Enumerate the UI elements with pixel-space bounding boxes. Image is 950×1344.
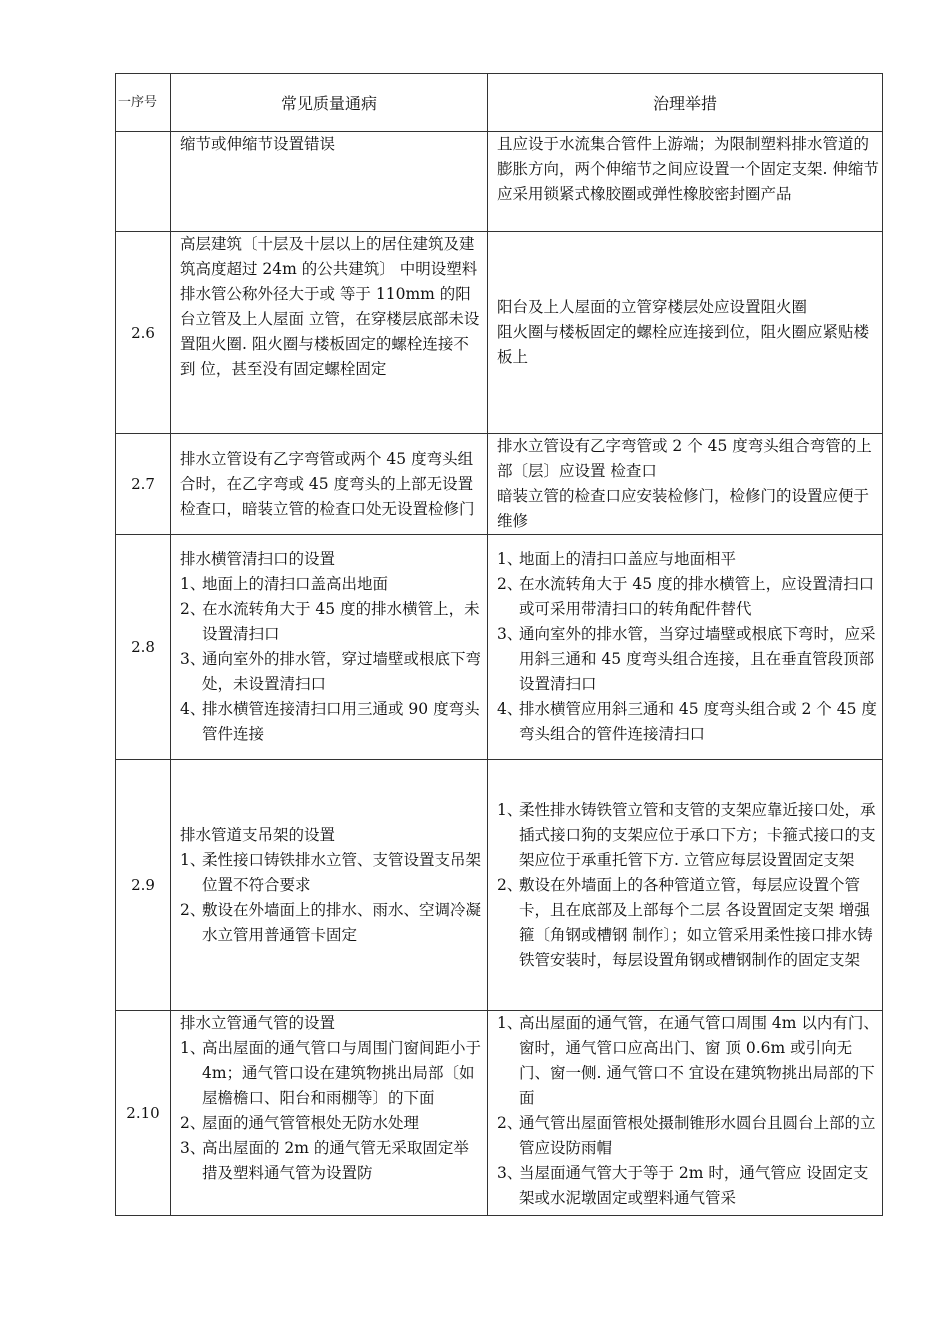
row-number: 2.8 xyxy=(116,535,171,760)
problem-cell xyxy=(171,1011,488,1216)
measure-item: 3、当屋面通气管大于等于 2m 时，通气管应 设固定支架或水泥墩固定或塑料通气管采 xyxy=(497,1164,869,1207)
problem-text: 缩节或伸缩节设置错误 xyxy=(180,135,336,153)
problem-item: 1、柔性接口铸铁排水立管、支管设置支吊架位置不符合要求 xyxy=(180,850,482,894)
measure-item: 1、柔性排水铸铁管立管和支管的支架应靠近接口处，承插式接口狗的支架应位于承口下方；卡箍式接口的支架应位于承重托管下方. 立管应每层设置固定支架 xyxy=(497,800,876,869)
measure-item: 3、通向室外的排水管，当穿过墙壁或根底下弯时，应采用斜三通和 45 度弯头组合连接，且在垂直管段顶部设置清扫口 xyxy=(497,625,876,693)
problem-item: 3、通向室外的排水管，穿过墙壁或根底下弯处，未设置清扫口 xyxy=(180,650,482,693)
measure-cell xyxy=(488,760,883,1011)
measure-cell xyxy=(488,132,883,232)
problem-item: 1、地面上的清扫口盖高出地面 xyxy=(180,575,389,593)
header-row xyxy=(116,74,883,132)
table-row xyxy=(116,132,883,232)
measure-text: 阻火圈与楼板固定的螺栓应连接到位，阻火圈应紧贴楼板上 xyxy=(497,323,870,366)
table-row xyxy=(116,434,883,535)
problem-cell xyxy=(171,535,488,760)
problem-cell xyxy=(171,434,488,535)
row-number: 2.7 xyxy=(116,434,171,535)
header-measure: 治理举措 xyxy=(488,74,883,132)
measure-cell xyxy=(488,434,883,535)
problem-text: 排水立管设有乙字弯管或两个 45 度弯头组合时，在乙字弯或 45 度弯头的上部无设置检查口，暗装立管的检查口处无设置检修门 xyxy=(180,449,475,518)
row-number xyxy=(116,132,171,232)
problem-cell xyxy=(171,232,488,434)
row-number: 2.6 xyxy=(116,232,171,434)
table-row xyxy=(116,1011,883,1216)
measure-text: 且应设于水流集合管件上游端；为限制塑料排水管道的膨胀方向，两个伸缩节之间应设置一个固定支架. 伸缩节应采用锁紧式橡胶圈或弹性橡胶密封圈产品 xyxy=(497,135,879,203)
measure-text: 排水立管设有乙字弯管或 2 个 45 度弯头组合弯管的上部〔层〕应设置 检查口 xyxy=(497,437,872,480)
table-row xyxy=(116,535,883,760)
measure-item: 1、地面上的清扫口盖应与地面相平 xyxy=(497,550,737,568)
problem-item: 2、在水流转角大于 45 度的排水横管上，未设置清扫口 xyxy=(180,600,480,643)
measure-item: 1、高出屋面的通气管，在通气管口周围 4m 以内有门、窗时，通气管口应高出门、窗 顶 0.6m 或引向无门、窗一侧. 通气管口不 宜设在建筑物挑出局部的下面 xyxy=(497,1014,879,1107)
measure-item: 2、敷设在外墙面上的各种管道立管，每层应设置个管卡，且在底部及上部每个二层 各设置固定支架 增强箍〔角钢或槽钢 制作〕；如立管采用柔性接口排水铸铁管安装时，每层设置角钢或槽钢制作的固定支架 xyxy=(497,875,873,969)
problem-item: 2、屋面的通气管管根处无防水处理 xyxy=(180,1114,420,1132)
measure-cell xyxy=(488,232,883,434)
measure-item: 2、通气管出屋面管根处摄制锥形水圆台且圆台上部的立管应设防雨帽 xyxy=(497,1114,876,1157)
problem-item: 1、高出屋面的通气管口与周围门窗间距小于 4m；通气管口设在建筑物挑出局部〔如屋檐檐口、阳台和雨棚等〕的下面 xyxy=(180,1039,482,1107)
measure-cell xyxy=(488,535,883,760)
problem-item: 3、高出屋面的 2m 的通气管无采取固定举措及塑料通气管为设置防 xyxy=(180,1139,469,1182)
row-number: 2.10 xyxy=(116,1011,171,1216)
problem-title: 排水管道支吊架的设置 xyxy=(180,825,336,844)
table-row xyxy=(116,232,883,434)
row-number: 2.9 xyxy=(116,760,171,1011)
quality-table xyxy=(115,73,883,1216)
measure-text: 阳台及上人屋面的立管穿楼层处应设置阻火圈 xyxy=(497,298,808,316)
problem-item: 4、排水横管连接清扫口用三通或 90 度弯头管件连接 xyxy=(180,700,480,743)
problem-cell xyxy=(171,760,488,1011)
problem-item: 2、敷设在外墙面上的排水、雨水、空调冷凝水立管用普通管卡固定 xyxy=(180,900,482,944)
header-seq: 一序号 xyxy=(116,74,171,132)
measure-item: 4、排水横管应用斜三通和 45 度弯头组合或 2 个 45 度弯头组合的管件连接清扫口 xyxy=(497,700,877,743)
problem-title: 排水立管通气管的设置 xyxy=(180,1014,336,1032)
table-row xyxy=(116,760,883,1011)
measure-item: 2、在水流转角大于 45 度的排水横管上，应设置清扫口或可采用带清扫口的转角配件替代 xyxy=(497,575,875,618)
measure-text: 暗装立管的检查口应安装检修门，检修门的设置应便于维修 xyxy=(497,487,870,530)
measure-cell xyxy=(488,1011,883,1216)
problem-title: 排水横管清扫口的设置 xyxy=(180,550,336,568)
problem-text: 高层建筑〔十层及十层以上的居住建筑及建筑高度超过 24m 的公共建筑〕 中明设塑料排水管公称外径大于或 等于 110mm 的阳台立管及上人屋面 立管，在穿楼层底部未设置阻火圈. 阻火圈与楼板固定的螺栓连接不到 位，甚至没有固定螺栓固定 xyxy=(180,235,480,378)
problem-cell xyxy=(171,132,488,232)
header-problem: 常见质量通病 xyxy=(171,74,488,132)
